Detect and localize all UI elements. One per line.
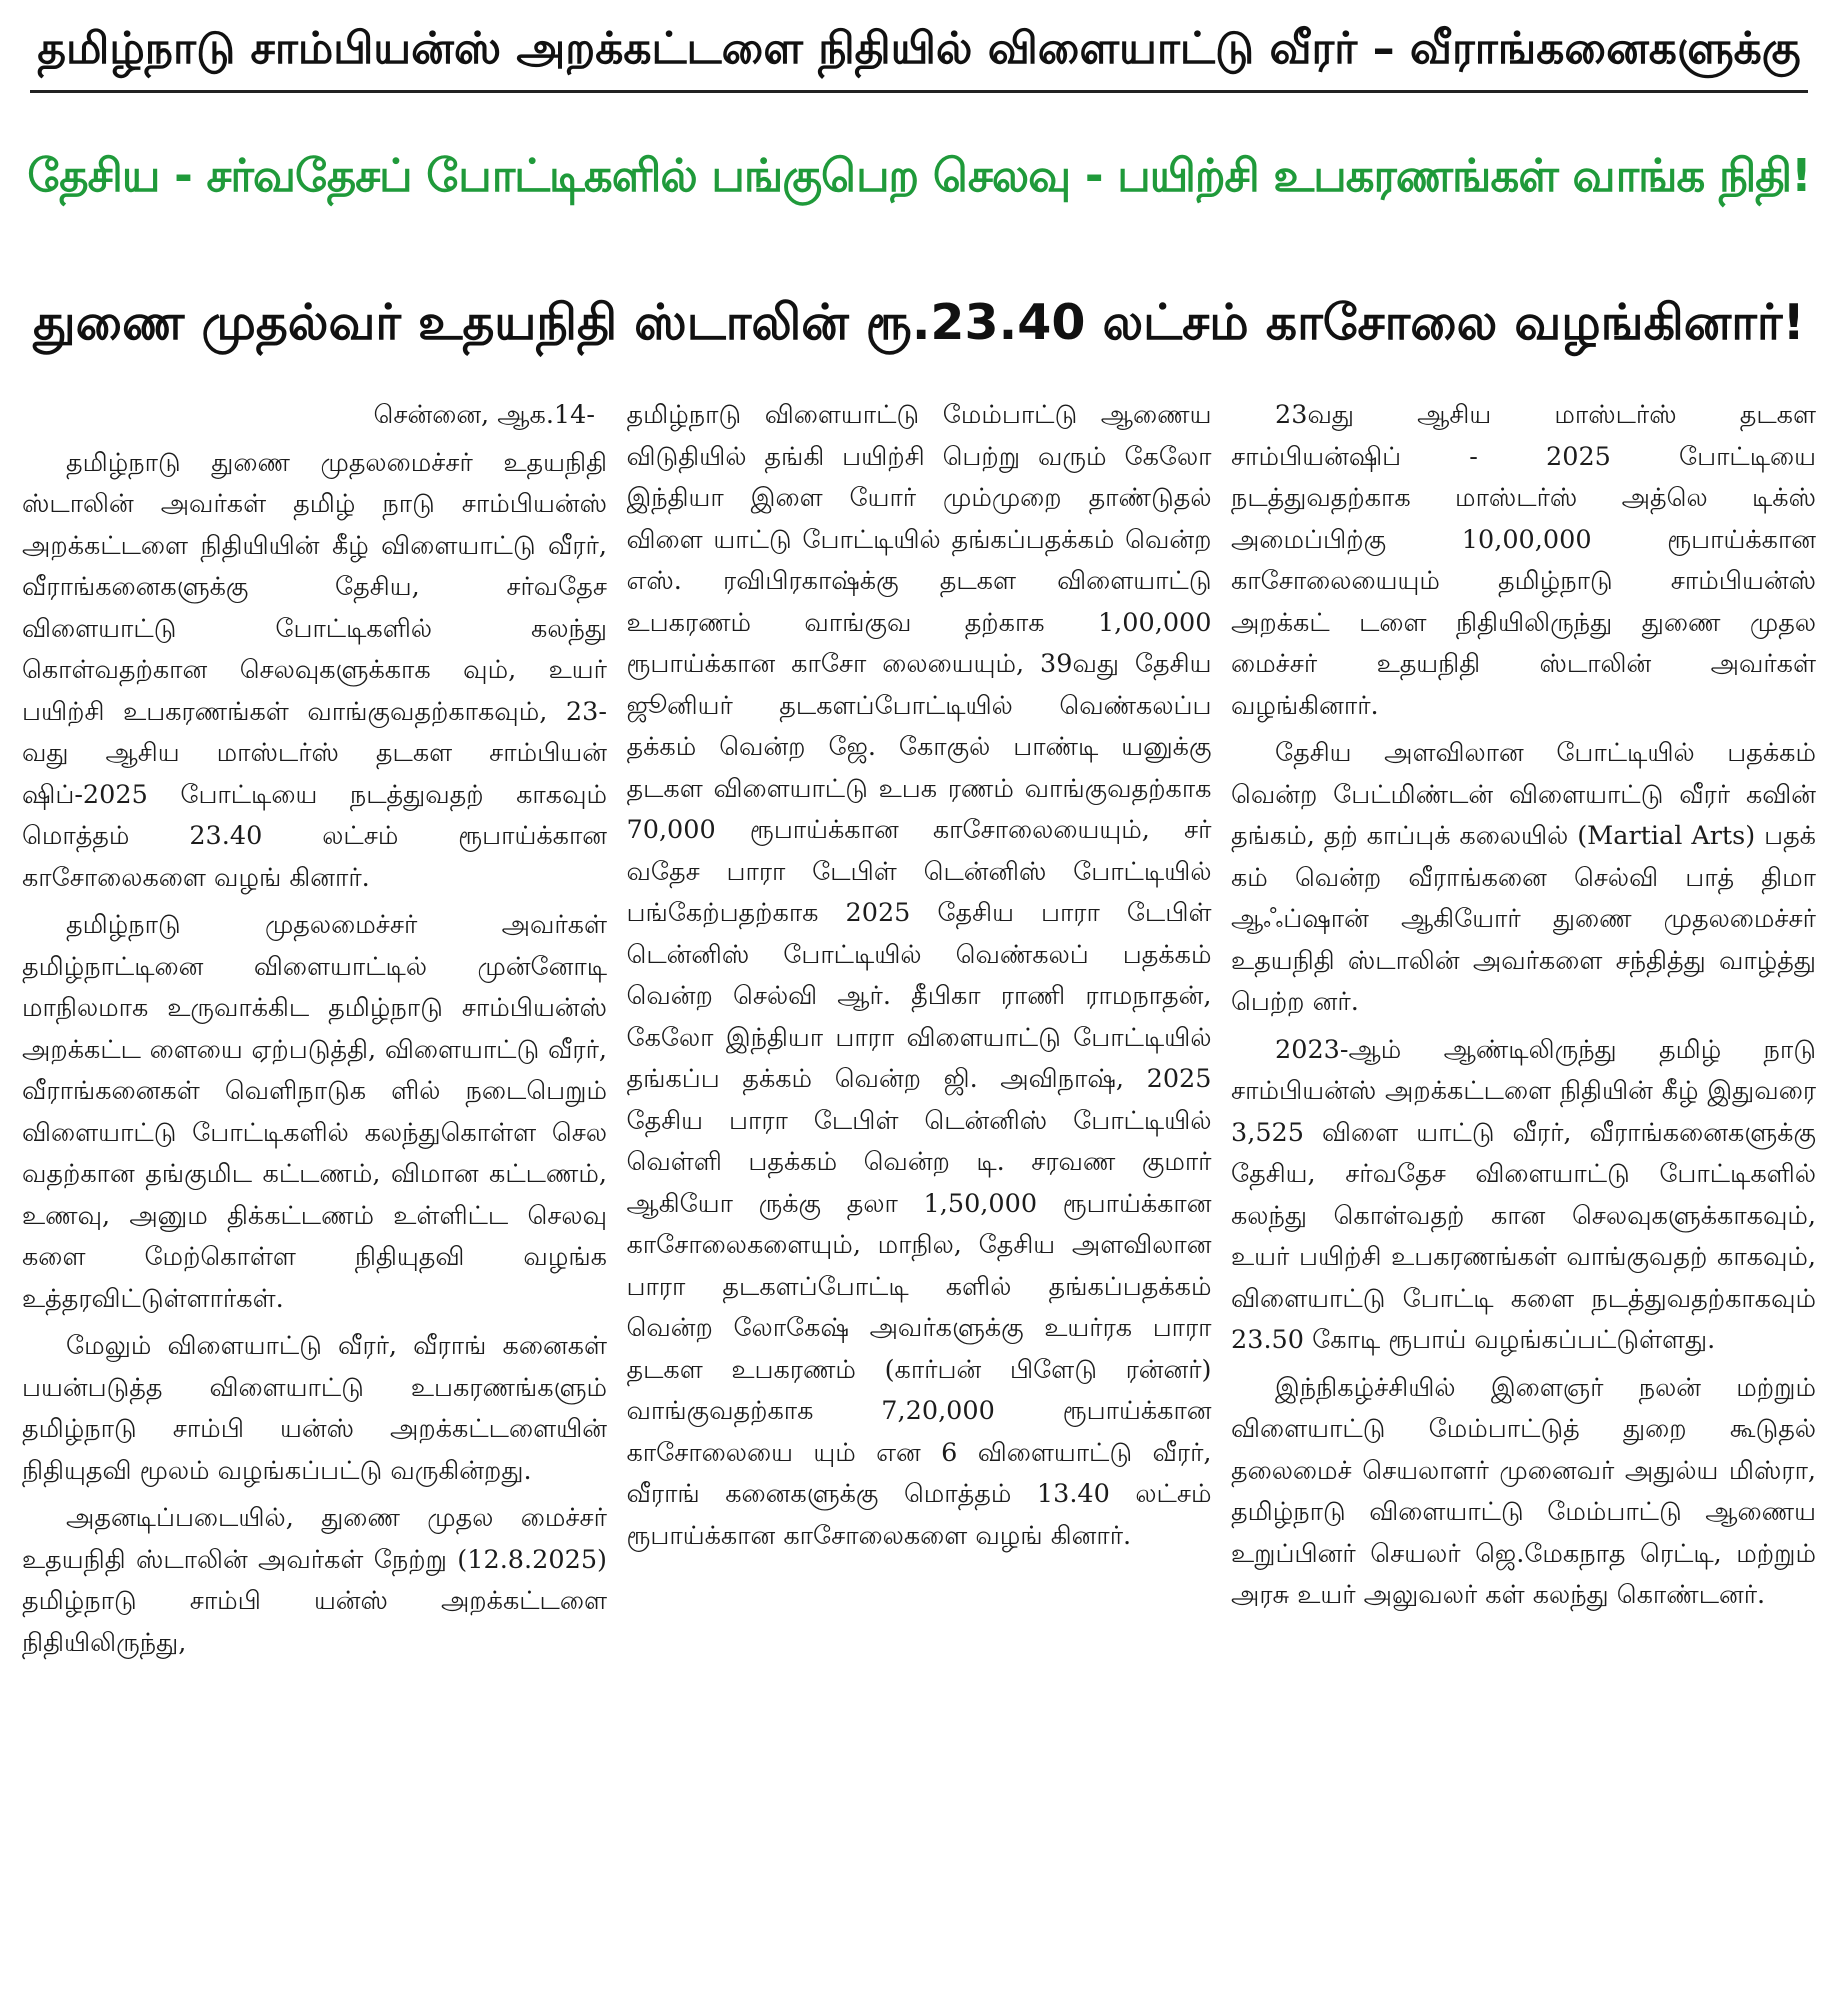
column-1	[22, 395, 607, 1985]
paragraph: தேசிய அளவிலான போட்டியில் பதக்கம் வென்ற பேட்மிண்டன் விளையாட்டு வீரர் கவின் தங்கம், தற் காப்புக் கலையில் (Martial Arts) பதக் கம் வென்ற வீராங்கனை செல்வி பாத் திமா ஆஃப்ஷான் ஆகியோர் துணை முதலமைச்சர் உதயநிதி ஸ்டாலின் அவர்களை சந்தித்து வாழ்த்து பெற்ற னர்.	[1231, 738, 1816, 1017]
column-3	[1231, 395, 1816, 1985]
paragraph: இந்நிகழ்ச்சியில் இளைஞர் நலன் மற்றும் விளையாட்டு மேம்பாட்டுத் துறை கூடுதல் தலைமைச் செயலாளர் முனைவர் அதுல்ய மிஸ்ரா, தமிழ்நாடு விளையாட்டு மேம்பாட்டு ஆணைய உறுப்பினர் செயலர் ஜெ.மேகநாத ரெட்டி, மற்றும் அரசு உயர் அலுவலர் கள் கலந்து கொண்டனர்.	[1231, 1372, 1816, 1610]
paragraph: தமிழ்நாடு துணை முதலமைச்சர் உதயநிதி ஸ்டாலின் அவர்கள் தமிழ் நாடு சாம்பியன்ஸ் அறக்கட்டளை நிதியியின் கீழ் விளையாட்டு வீரர், வீராங்கனைகளுக்கு தேசிய, சர்வதேச விளையாட்டு போட்டிகளில் கலந்து கொள்வதற்கான செலவுகளுக்காக வும், உயர் பயிற்சி உபகரணங்கள் வாங்குவதற்காகவும், 23-வது ஆசிய மாஸ்டர்ஸ் தடகள சாம்பியன் ஷிப்-2025 போட்டியை நடத்துவதற் காகவும் மொத்தம் 23.40 லட்சம் ரூபாய்க்கான காசோலைகளை வழங் கினார்.	[22, 447, 607, 893]
main-headline: தேசிய - சர்வதேசப் போட்டிகளில் பங்குபெற செலவு - பயிற்சி உபகரணங்கள் வாங்க நிதி!	[27, 149, 1811, 202]
paragraph: 2023-ஆம் ஆண்டிலிருந்து தமிழ் நாடு சாம்பியன்ஸ் அறக்கட்டளை நிதியின் கீழ் இதுவரை 3,525 விளை யாட்டு வீரர், வீராங்கனைகளுக்கு தேசிய, சர்வதேச விளையாட்டு போட்டிகளில் கலந்து கொள்வதற் கான செலவுகளுக்காகவும், உயர் பயிற்சி உபகரணங்கள் வாங்குவதற் காகவும், விளையாட்டு போட்டி களை நடத்துவதற்காகவும் 23.50 கோடி ரூபாய் வழங்கப்பட்டுள்ளது.	[1231, 1034, 1816, 1355]
paragraph: தமிழ்நாடு முதலமைச்சர் அவர்கள் தமிழ்நாட்டினை விளையாட்டில் முன்னோடி மாநிலமாக உருவாக்கிட தமிழ்நாடு சாம்பியன்ஸ் அறக்கட்ட ளையை ஏற்படுத்தி, விளையாட்டு வீரர், வீராங்கனைகள் வெளிநாடுக ளில் நடைபெறும் விளையாட்டு போட்டிகளில் கலந்துகொள்ள செல வதற்கான தங்குமிட கட்டணம், விமான கட்டணம், உணவு, அனும திக்கட்டணம் உள்ளிட்ட செலவு களை மேற்கொள்ள நிதியுதவி வழங்க உத்தரவிட்டுள்ளார்கள்.	[22, 910, 607, 1314]
paragraph: அதனடிப்படையில், துணை முதல மைச்சர் உதயநிதி ஸ்டாலின் அவர்கள் நேற்று (12.8.2025) தமிழ்நாடு சாம்பி யன்ஸ் அறக்கட்டளை நிதியிலிருந்து,	[22, 1503, 607, 1658]
article-columns	[22, 395, 1816, 1985]
kicker-headline: தமிழ்நாடு சாம்பியன்ஸ் அறக்கட்டளை நிதியில் விளையாட்டு வீரர் – வீராங்கனைகளுக்கு	[37, 23, 1801, 74]
dateline: சென்னை, ஆக.14-	[373, 400, 595, 430]
paragraph: 23வது ஆசிய மாஸ்டர்ஸ் தடகள சாம்பியன்ஷிப் - 2025 போட்டியை நடத்துவதற்காக மாஸ்டர்ஸ் அத்லெ டிக்ஸ் அமைப்பிற்கு 10,00,000 ரூபாய்க்கான காசோலையையும் தமிழ்நாடு சாம்பியன்ஸ் அறக்கட் டளை நிதியிலிருந்து துணை முதல மைச்சர் உதயநிதி ஸ்டாலின் அவர்கள் வழங்கினார்.	[1231, 400, 1816, 721]
paragraph: மேலும் விளையாட்டு வீரர், வீராங் கனைகள் பயன்படுத்த விளையாட்டு உபகரணங்களும் தமிழ்நாடு சாம்பி யன்ஸ் அறக்கட்டளையின் நிதியுதவி மூலம் வழங்கப்பட்டு வருகின்றது.	[22, 1331, 607, 1486]
sub-headline: துணை முதல்வர் உதயநிதி ஸ்டாலின் ரூ.23.40 லட்சம் காசோலை வழங்கினார்!	[33, 294, 1805, 351]
column-2	[627, 395, 1212, 1985]
paragraph: தமிழ்நாடு விளையாட்டு மேம்பாட்டு ஆணைய விடுதியில் தங்கி பயிற்சி பெற்று வரும் கேலோ இந்தியா இளை யோர் மும்முறை தாண்டுதல் விளை யாட்டு போட்டியில் தங்கப்பதக்கம் வென்ற எஸ். ரவிபிரகாஷ்க்கு தடகள விளையாட்டு உபகரணம் வாங்குவ தற்காக 1,00,000 ரூபாய்க்கான காசோ லையையும், 39வது தேசிய ஜூனியர் தடகளப்போட்டியில் வெண்கலப்ப தக்கம் வென்ற ஜே. கோகுல் பாண்டி யனுக்கு தடகள விளையாட்டு உபக ரணம் வாங்குவதற்காக 70,000 ரூபாய்க்கான காசோலையையும், சர் வதேச பாரா டேபிள் டென்னிஸ் போட்டியில் பங்கேற்பதற்காக 2025 தேசிய பாரா டேபிள் டென்னிஸ் போட்டியில் வெண்கலப் பதக்கம் வென்ற செல்வி ஆர். தீபிகா ராணி ராமநாதன், கேலோ இந்தியா பாரா விளையாட்டு போட்டியில் தங்கப்ப தக்கம் வென்ற ஜி. அவிநாஷ், 2025 தேசிய பாரா டேபிள் டென்னிஸ் போட்டியில் வெள்ளி பதக்கம் வென்ற டி. சரவண குமார் ஆகியோ ருக்கு தலா 1,50,000 ரூபாய்க்கான காசோலைகளையும், மாநில, தேசிய அளவிலான பாரா தடகளப்போட்டி களில் தங்கப்பதக்கம் வென்ற லோகேஷ் அவர்களுக்கு உயர்ரக பாரா தடகள உபகரணம் (கார்பன் பிளேடு ரன்னர்) வாங்குவதற்காக 7,20,000 ரூபாய்க்கான காசோலையை யும் என 6 விளையாட்டு வீரர், வீராங் கனைகளுக்கு மொத்தம் 13.40 லட்சம் ரூபாய்க்கான காசோலைகளை வழங் கினார்.	[626, 400, 1212, 1551]
